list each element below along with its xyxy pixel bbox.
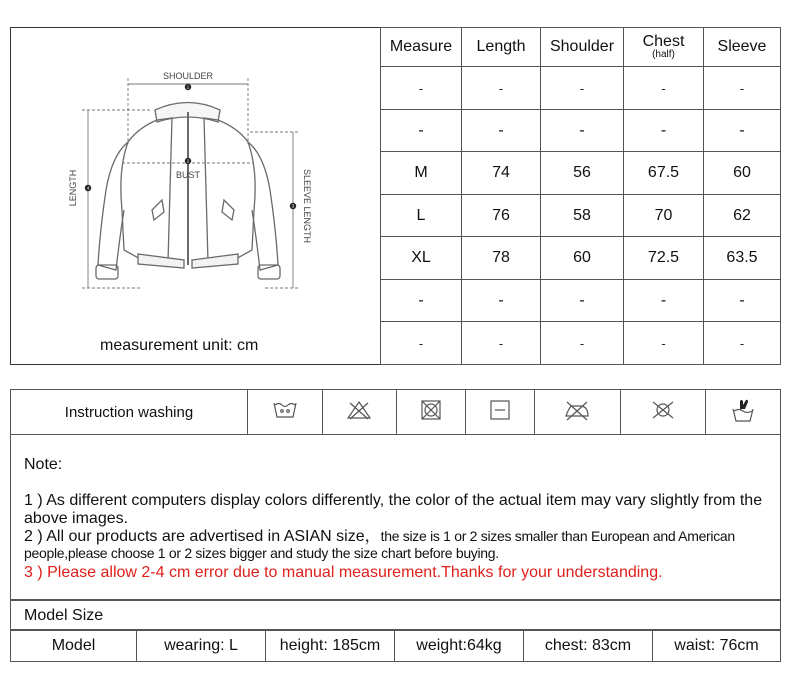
table-cell: - (541, 279, 624, 322)
table-cell: 76 (462, 194, 541, 237)
table-cell: L (381, 194, 462, 237)
table-cell: - (462, 67, 541, 110)
table-row (381, 237, 781, 280)
note-line-1: 1 ) As different computers display colors differently, the color of the actual item may vary slightly from the above images. (24, 492, 763, 527)
header-chest-sub: (half) (652, 49, 675, 61)
table-row (381, 67, 781, 110)
size-table (380, 27, 781, 365)
table-cell: 70 (624, 194, 704, 237)
table-cell: 58 (541, 194, 624, 237)
table-cell: - (704, 109, 781, 152)
table-cell: - (381, 67, 462, 110)
jacket-diagram (60, 60, 360, 300)
table-cell: 72.5 (624, 237, 704, 280)
table-row (381, 109, 781, 152)
table-row (381, 194, 781, 237)
table-cell: - (624, 67, 704, 110)
note-line-2-part-a: 2 ) All our products are advertised in ASIAN size， (24, 528, 381, 545)
marker-1: 1 (186, 84, 190, 90)
table-row (381, 279, 781, 322)
washing-label: Instruction washing (11, 390, 248, 435)
model-size-title: Model Size (10, 600, 781, 630)
table-cell: - (462, 279, 541, 322)
table-cell: - (541, 67, 624, 110)
no-bleach-icon (322, 390, 397, 435)
table-cell: 56 (541, 152, 624, 195)
marker-4: 4 (86, 185, 90, 191)
model-cell-waist: waist: 76cm (653, 631, 781, 662)
table-cell: 60 (541, 237, 624, 280)
table-cell: 67.5 (624, 152, 704, 195)
no-iron-icon (535, 390, 621, 435)
model-cell-weight: weight:64kg (395, 631, 524, 662)
washing-instructions (10, 389, 781, 435)
table-cell: 63.5 (704, 237, 781, 280)
note-line-2 (24, 528, 776, 562)
table-cell: - (624, 109, 704, 152)
header-shoulder: Shoulder (541, 28, 624, 67)
header-length: Length (462, 28, 541, 67)
measurement-unit-label: measurement unit: cm (100, 337, 259, 354)
table-cell: - (381, 109, 462, 152)
note-title: Note: (24, 456, 63, 473)
table-cell: 78 (462, 237, 541, 280)
table-cell: - (541, 109, 624, 152)
table-cell: - (541, 322, 624, 365)
size-table-header (381, 28, 781, 67)
table-cell: 60 (704, 152, 781, 195)
model-size-row (11, 631, 781, 662)
model-cell-chest: chest: 83cm (524, 631, 653, 662)
table-cell: - (624, 279, 704, 322)
header-sleeve: Sleeve (704, 28, 781, 67)
wash-30-icon (248, 390, 323, 435)
length-label: LENGTH (68, 169, 78, 207)
table-cell: 62 (704, 194, 781, 237)
table-cell: M (381, 152, 462, 195)
table-cell: - (704, 279, 781, 322)
note-line-3: 3 ) Please allow 2-4 cm error due to manual measurement.Thanks for your understanding. (24, 564, 663, 581)
header-chest (624, 28, 704, 67)
model-size-table (10, 630, 781, 662)
table-cell: - (462, 109, 541, 152)
table-cell: - (704, 67, 781, 110)
dry-flat-icon (466, 390, 535, 435)
model-cell-label: Model (11, 631, 137, 662)
table-cell: XL (381, 237, 462, 280)
shoulder-label: SHOULDER (162, 71, 214, 81)
model-cell-wearing: wearing: L (137, 631, 266, 662)
sleeve-length-label: SLEEVE LENGTH (302, 168, 312, 244)
table-row (381, 322, 781, 365)
table-row (381, 152, 781, 195)
table-cell: - (624, 322, 704, 365)
header-measure: Measure (381, 28, 462, 67)
table-cell: - (704, 322, 781, 365)
no-tumble-dry-icon (397, 390, 466, 435)
marker-3: 3 (291, 203, 295, 209)
model-cell-height: height: 185cm (266, 631, 395, 662)
note-panel (10, 434, 781, 600)
no-dry-clean-icon (620, 390, 706, 435)
table-cell: - (381, 322, 462, 365)
header-chest-label: Chest (642, 33, 685, 51)
table-cell: - (381, 279, 462, 322)
hand-wash-icon (706, 390, 781, 435)
note-line-2-part-b: the size is 1 or 2 sizes smaller than European and American people,please choose 1 or 2 sizes bigger and study the size chart before buying. (24, 528, 735, 561)
marker-2: 2 (186, 158, 190, 164)
table-cell: 74 (462, 152, 541, 195)
table-cell: - (462, 322, 541, 365)
bust-label: BUST (175, 170, 201, 180)
